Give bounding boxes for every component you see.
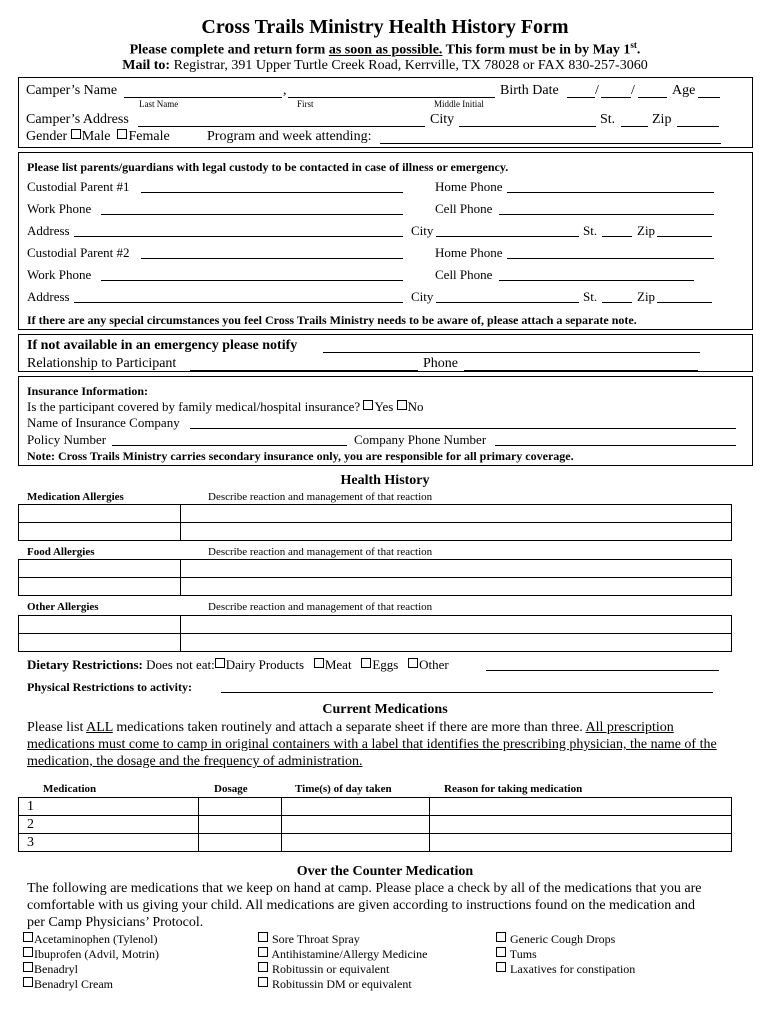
camper-st-field[interactable] [621, 126, 648, 127]
other-allergies-describe: Describe reaction and management of that reaction [208, 601, 433, 613]
birth-month-field[interactable] [567, 97, 595, 98]
age-label: Age [672, 83, 696, 98]
medications-table [18, 797, 732, 852]
parent1-name-field[interactable] [141, 192, 403, 193]
parent1-cell-label: Cell Phone [435, 201, 493, 216]
col-times: Time(s) of day taken [295, 783, 392, 795]
other-diet-checkbox[interactable] [408, 658, 418, 668]
camper-last-name-field[interactable] [124, 97, 282, 98]
otc-col3-item-3[interactable] [496, 962, 635, 977]
otc-col2-item-4[interactable] [258, 977, 412, 992]
current-all: ALL [86, 720, 113, 735]
emergency-phone-field[interactable] [464, 370, 698, 371]
meat-checkbox[interactable] [314, 658, 324, 668]
parent2-address-field[interactable] [74, 302, 403, 303]
other-diet-label: Other [419, 657, 449, 672]
form-title: Cross Trails Ministry Health History Form [201, 16, 569, 38]
current-med-line-1 [27, 720, 674, 736]
camper-name-label: Camper’s Name [26, 83, 118, 98]
otc-line-2: comfortable with us giving your child. All medications are given according to instructions found on the medication and [27, 898, 695, 913]
med-row-divider-1 [18, 815, 732, 816]
name-comma: , [283, 83, 287, 98]
otc-col2-item-2[interactable] [258, 947, 427, 962]
parent1-home-label: Home Phone [435, 179, 503, 194]
parents-heading: Please list parents/guardians with legal custody to be contacted in case of illness or emergency. [27, 160, 509, 174]
med-row-divider-2 [18, 833, 732, 834]
instructions-sup: st [630, 40, 637, 50]
antihistamine-checkbox[interactable] [258, 947, 268, 957]
otc-col1-item-3[interactable] [23, 962, 78, 977]
otc-col2-label-2: Antihistamine/Allergy Medicine [271, 947, 428, 961]
otc-col2-label-4: Robitussin DM or equivalent [272, 977, 412, 991]
relationship-field[interactable] [190, 370, 418, 371]
insurance-question-text: Is the participant covered by family medical/hospital insurance? [27, 399, 361, 414]
otc-col3-item-1[interactable] [496, 932, 615, 947]
other-allergies-divider [18, 633, 732, 634]
dairy-label: Dairy Products [225, 657, 305, 672]
parent2-cell-label: Cell Phone [435, 267, 493, 282]
otc-col1-label-1: Acetaminophen (Tylenol) [34, 932, 158, 946]
company-phone-field[interactable] [495, 445, 736, 446]
parent2-home-label: Home Phone [435, 245, 503, 260]
male-label: Male [81, 129, 111, 144]
benadryl-checkbox[interactable] [23, 962, 33, 972]
otc-col2-item-3[interactable] [258, 962, 389, 977]
birth-date-label: Birth Date [500, 83, 559, 98]
med-row-1-number: 1 [27, 799, 34, 814]
col-dosage: Dosage [214, 783, 248, 795]
instructions-a: Please complete and return form [129, 42, 329, 58]
otc-col3-label-3: Laxatives for constipation [510, 962, 636, 976]
otc-col1-item-4[interactable] [23, 977, 113, 992]
parent1-city-field[interactable] [436, 236, 579, 237]
benadryl-cream-checkbox[interactable] [23, 977, 33, 987]
otc-line-1: The following are medications that we keep on hand at camp. Please place a check by all of the medications that you are [27, 881, 702, 896]
other-allergies-col-divider [180, 615, 181, 652]
med-col-divider-2 [281, 797, 282, 852]
col-medication: Medication [43, 783, 97, 795]
company-phone-label: Company Phone Number [354, 432, 487, 447]
mail-text: Registrar, 391 Upper Turtle Creek Road, Kerrville, TX 78028 or FAX 830-257-3060 [173, 58, 648, 73]
parent1-zip-field[interactable] [657, 236, 712, 237]
parent2-zip-label: Zip [637, 289, 656, 304]
eggs-label: Eggs [372, 657, 399, 672]
med-col-divider-1 [198, 797, 199, 852]
medication-allergies-col-divider [180, 504, 181, 541]
current-u1: All prescription [585, 720, 674, 735]
parent2-city-label: City [411, 289, 434, 304]
emergency-notify-label: If not available in an emergency please notify [27, 338, 298, 353]
instructions-b: as soon as possible. [328, 42, 443, 58]
otc-col1-item-1[interactable] [23, 932, 157, 947]
insurance-heading: Insurance Information: [27, 384, 149, 398]
otc-col2-item-1[interactable] [258, 932, 360, 947]
med-row-3-number: 3 [27, 835, 34, 850]
parent2-home-field[interactable] [507, 258, 714, 259]
middle-initial-caption: Middle Initial [434, 99, 484, 109]
insurance-yes-checkbox[interactable] [363, 400, 373, 410]
female-label: Female [128, 129, 170, 144]
parent1-label: Custodial Parent #1 [27, 179, 130, 194]
medication-allergies-describe: Describe reaction and management of that reaction [208, 491, 433, 503]
parent1-address-label: Address [27, 223, 70, 238]
otc-col1-label-2: Ibuprofen (Advil, Motrin) [34, 947, 159, 961]
otc-col3-item-2[interactable] [496, 947, 537, 962]
meat-label: Meat [324, 657, 352, 672]
otc-col3-label-2: Tums [509, 947, 537, 961]
mail-line [0, 58, 770, 74]
otc-col1-label-4: Benadryl Cream [34, 977, 113, 991]
parent1-city-label: City [411, 223, 434, 238]
robitussin-checkbox[interactable] [258, 962, 268, 972]
current-med-line-3: medication, the dosage and the frequency of administration. [27, 754, 363, 769]
otc-line-3: per Camp Physicians’ Protocol. [27, 915, 204, 930]
current-p1: Please list [27, 720, 87, 735]
dietary-row [27, 657, 449, 673]
policy-number-label: Policy Number [27, 432, 107, 447]
emergency-contact-field[interactable] [323, 352, 700, 353]
food-allergies-describe: Describe reaction and management of that reaction [208, 546, 433, 558]
insurance-company-label: Name of Insurance Company [27, 415, 180, 430]
med-row-2-number: 2 [27, 817, 34, 832]
current-medications-heading: Current Medications [322, 702, 448, 717]
health-history-heading: Health History [340, 473, 430, 488]
dietary-label: Dietary Restrictions: [27, 657, 143, 672]
physical-restrictions-field[interactable] [221, 692, 713, 693]
parent1-st-field[interactable] [602, 236, 632, 237]
birth-year-field[interactable] [638, 97, 667, 98]
medication-allergies-divider [18, 522, 732, 523]
parent2-label: Custodial Parent #2 [27, 245, 130, 260]
birth-slash-1: / [595, 83, 599, 98]
camper-city-label: City [430, 112, 455, 127]
parent2-work-label: Work Phone [27, 267, 92, 282]
parent1-work-field[interactable] [101, 214, 403, 215]
robitussin-dm-checkbox[interactable] [258, 977, 268, 987]
col-reason: Reason for taking medication [444, 783, 583, 795]
food-allergies-label: Food Allergies [27, 546, 95, 558]
current-p2: medications taken routinely and attach a separate sheet if there are more than three. [112, 720, 586, 735]
parent1-home-field[interactable] [507, 192, 714, 193]
tums-checkbox[interactable] [496, 947, 506, 957]
female-checkbox[interactable] [117, 129, 127, 139]
laxatives-checkbox[interactable] [496, 962, 506, 972]
insurance-no-label: No [407, 399, 424, 414]
male-checkbox[interactable] [71, 129, 81, 139]
birth-slash-2: / [631, 83, 635, 98]
camper-address-field[interactable] [138, 126, 425, 127]
medication-allergies-label: Medication Allergies [27, 491, 124, 503]
current-med-line-2: medications must come to camp in original containers with a label that identifies the prescribing physician, the name of the [27, 737, 717, 752]
last-name-caption: Last Name [139, 99, 179, 109]
insurance-yes-label: Yes [374, 399, 394, 414]
other-allergies-label: Other Allergies [27, 601, 99, 613]
otc-col2-label-1: Sore Throat Spray [272, 932, 360, 946]
parent2-address-label: Address [27, 289, 70, 304]
camper-first-name-field[interactable] [288, 97, 495, 98]
parent1-address-field[interactable] [74, 236, 403, 237]
emergency-phone-label: Phone [423, 356, 458, 371]
camper-address-label: Camper’s Address [26, 112, 129, 127]
first-name-caption: First [297, 99, 314, 109]
otc-col2-label-3: Robitussin or equivalent [272, 962, 390, 976]
insurance-no-checkbox[interactable] [397, 400, 407, 410]
policy-number-field[interactable] [112, 445, 347, 446]
program-field[interactable] [380, 143, 721, 144]
sore-throat-checkbox[interactable] [258, 932, 268, 942]
parent2-work-field[interactable] [101, 280, 403, 281]
instructions-line [0, 40, 770, 59]
eggs-checkbox[interactable] [361, 658, 371, 668]
relationship-label: Relationship to Participant [27, 356, 177, 371]
parent1-zip-label: Zip [637, 223, 656, 238]
other-diet-field[interactable] [486, 670, 719, 671]
parent2-cell-field[interactable] [499, 280, 694, 281]
food-allergies-divider [18, 577, 732, 578]
otc-heading: Over the Counter Medication [296, 864, 474, 879]
parent2-st-label: St. [583, 289, 598, 304]
otc-col1-label-3: Benadryl [34, 962, 78, 976]
parent2-city-field[interactable] [436, 302, 579, 303]
otc-col3-label-1: Generic Cough Drops [510, 932, 616, 946]
camper-st-label: St. [600, 112, 616, 127]
physical-restrictions-label: Physical Restrictions to activity: [27, 680, 192, 694]
birth-day-field[interactable] [601, 97, 631, 98]
insurance-note: Note: Cross Trails Ministry carries secondary insurance only, you are responsible for all primary coverage. [27, 449, 574, 463]
parent1-st-label: St. [583, 223, 598, 238]
food-allergies-col-divider [180, 559, 181, 596]
med-col-divider-3 [429, 797, 430, 852]
camper-zip-label: Zip [652, 112, 672, 127]
parent2-zip-field[interactable] [657, 302, 712, 303]
parent2-name-field[interactable] [141, 258, 403, 259]
dairy-checkbox[interactable] [215, 658, 225, 668]
instructions-c: This form must be in by May 1 [442, 42, 631, 58]
insurance-question [27, 399, 424, 415]
otc-col1-item-2[interactable] [23, 947, 159, 962]
ibuprofen-checkbox[interactable] [23, 947, 33, 957]
camper-zip-field[interactable] [677, 126, 719, 127]
does-not-eat-label: Does not eat: [146, 657, 215, 672]
cough-drops-checkbox[interactable] [496, 932, 506, 942]
program-label: Program and week attending: [207, 129, 372, 144]
parent2-st-field[interactable] [602, 302, 632, 303]
special-circumstances-note: If there are any special circumstances you feel Cross Trails Ministry needs to be aware of, please attach a separate note. [27, 313, 637, 327]
parent1-cell-field[interactable] [499, 214, 714, 215]
insurance-company-field[interactable] [190, 428, 736, 429]
age-field[interactable] [698, 97, 720, 98]
gender-label: Gender [26, 129, 68, 144]
mail-label: Mail to: [122, 58, 171, 73]
camper-city-field[interactable] [459, 126, 596, 127]
acetaminophen-checkbox[interactable] [23, 932, 33, 942]
gender-row [26, 129, 170, 145]
instructions-d: . [636, 42, 641, 58]
parent1-work-label: Work Phone [27, 201, 92, 216]
